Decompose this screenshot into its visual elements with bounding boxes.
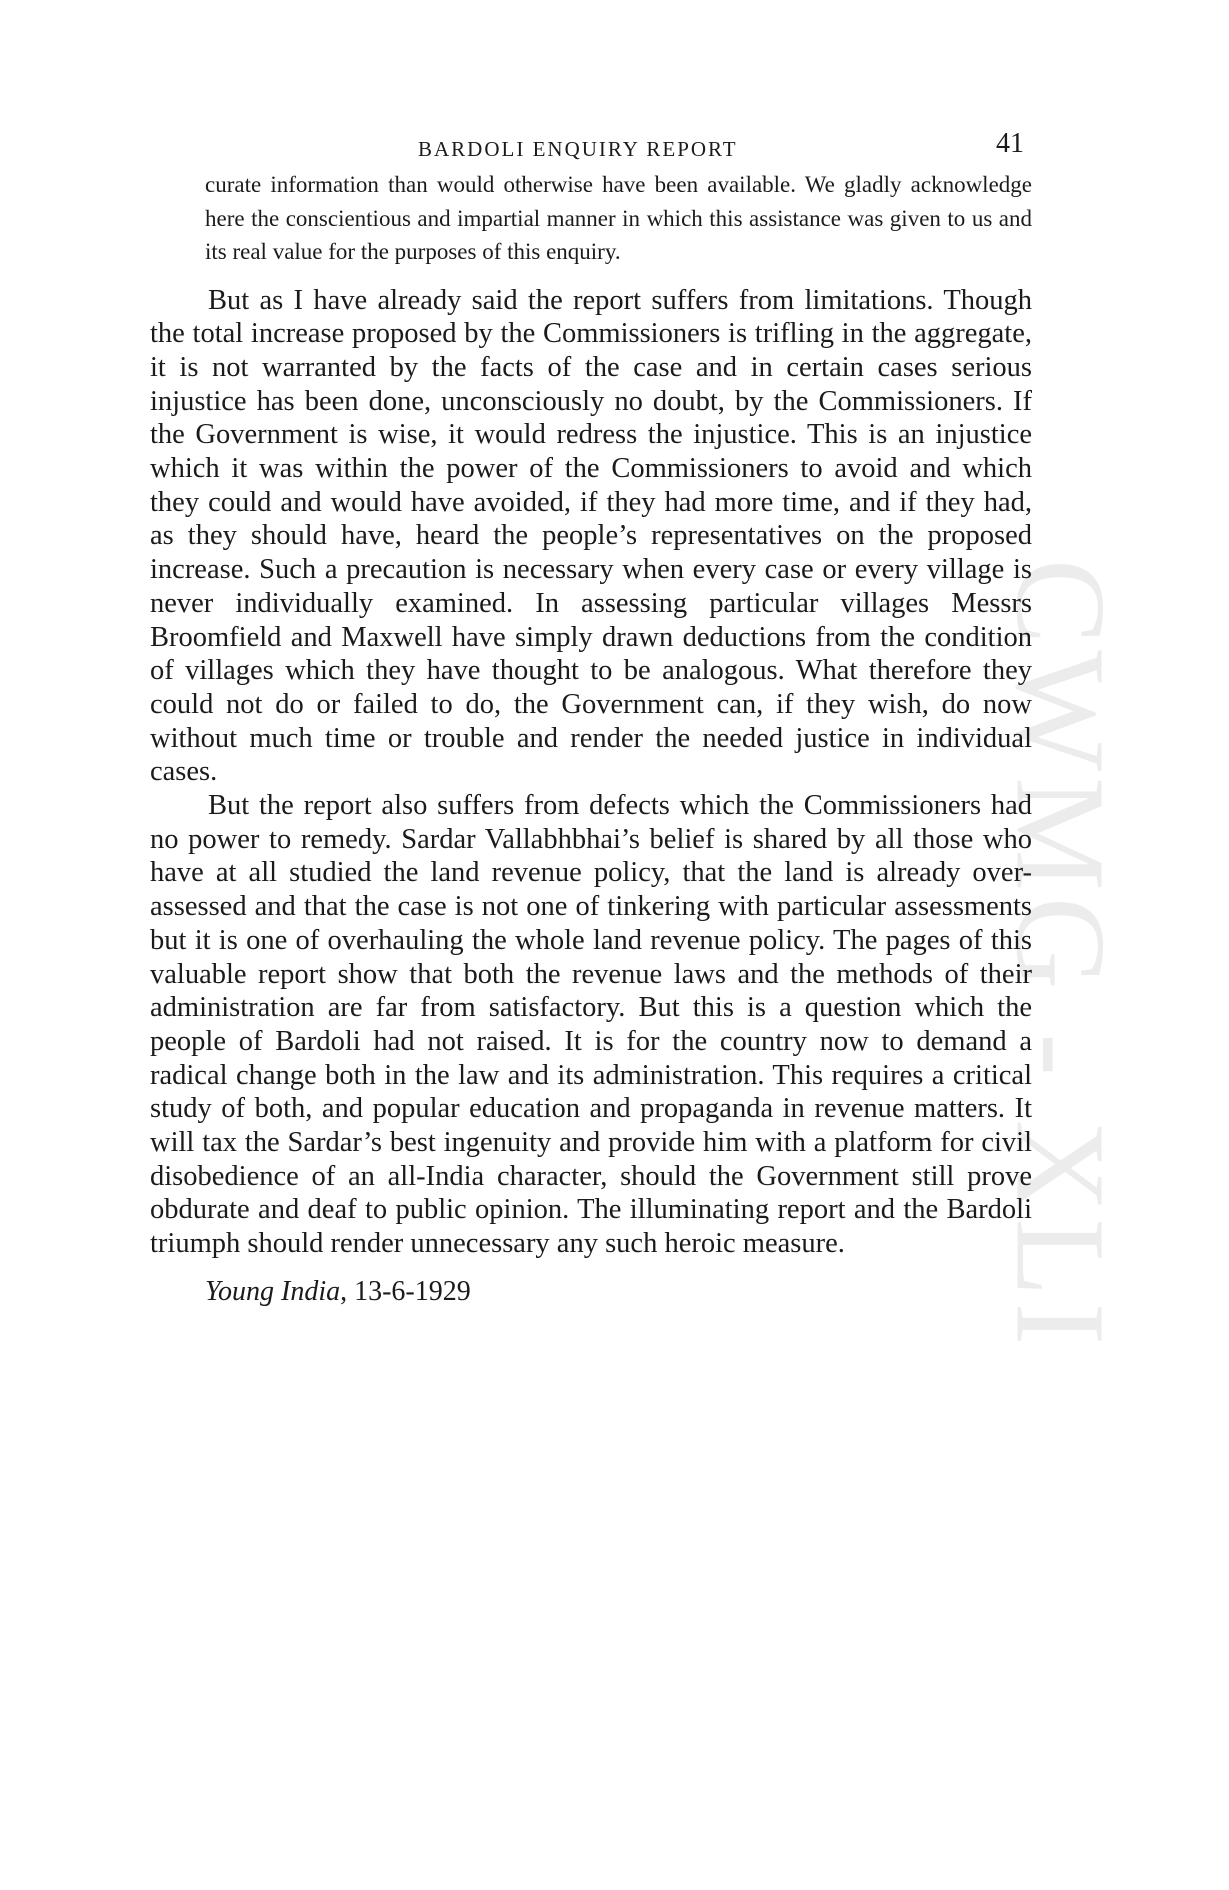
- quoted-passage: curate information than would otherwise have been available. We gladly acknowledge here the conscientious and impartial manner in which this assistance was given to us and its real value for the purposes of this enquiry.: [205, 172, 1032, 264]
- source-separator: ,: [340, 1275, 355, 1307]
- running-header: [150, 128, 1032, 168]
- page-number: 41: [996, 128, 1024, 159]
- page-content: [150, 128, 1032, 1308]
- source-date: 13-6-1929: [354, 1275, 471, 1307]
- watermark-text: CWMG - XLI: [989, 558, 1132, 1352]
- header-title: BARDOLI ENQUIRY REPORT: [418, 137, 738, 161]
- source-citation: [205, 1276, 1032, 1308]
- paragraph-limitations: But as I have already said the report suffers from limitations. Though the total increase proposed by the Commissioners is trifling in the aggregate, it is not warranted by the facts of the case and in certain cases serious injustice has been done, unconsciously no doubt, by the Commissioners. If the Government is wise, it would redress the injustice. This is an injustice which it was within the power of the Commissioners to avoid and which they could and would have avoided, if they had more time, and if they had, as they should have, heard the people’s representatives on the proposed increase. Such a precaution is necessary when every case or every village is never individually examined. In assessing particular villages Messrs Broomfield and Maxwell have simply drawn deductions from the condition of villages which they have thought to be analogous. What therefore they could not do or failed to do, the Government can, if they wish, do now without much time or trouble and render the needed justice in individual cases.: [150, 284, 1032, 788]
- paragraph-defects: But the report also suffers from defects which the Commissioners had no power to remedy. Sardar Vallabhbhai’s belief is shared by all those who have at all studied the land revenue policy, that the land is already over-assessed and that the case is not one of tinkering with particular assessments but it is one of overhauling the whole land revenue policy. The pages of this valuable report show that both the revenue laws and the methods of their administration are far from satisfactory. But this is a question which the people of Bardoli had not raised. It is for the country now to demand a radical change both in the law and its administration. This requires a critical study of both, and popular education and propaganda in revenue matters. It will tax the Sardar’s best ingenuity and provide him with a platform for civil disobedience of an all-India character, should the Government still prove obdurate and deaf to public opinion. The illuminating report and the Bardoli triumph should render unnecessary any such heroic measure.: [150, 790, 1032, 1260]
- source-publication: Young India: [205, 1275, 341, 1307]
